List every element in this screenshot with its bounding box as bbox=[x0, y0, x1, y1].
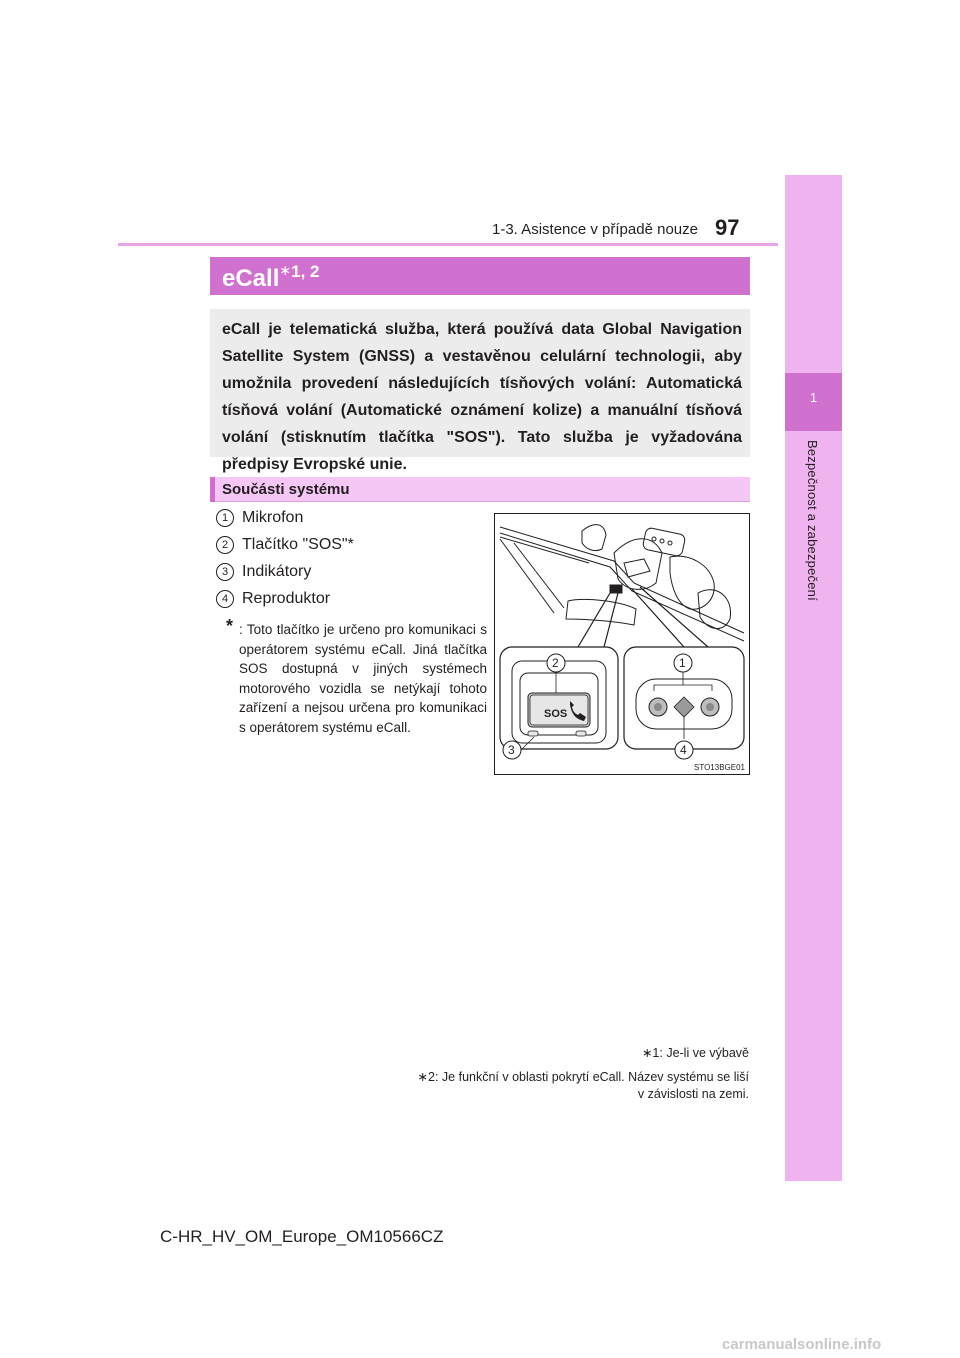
page-number: 97 bbox=[715, 215, 740, 240]
list-item bbox=[216, 563, 311, 581]
list-item bbox=[216, 536, 354, 554]
indicator-left bbox=[528, 731, 538, 736]
component-label: Tlačítko "SOS"* bbox=[242, 536, 354, 553]
ecall-figure bbox=[494, 513, 750, 775]
section-header: 1-3. Asistence v případě nouze bbox=[492, 221, 698, 238]
callout-number: 3 bbox=[216, 563, 234, 581]
footnote-1 bbox=[642, 1045, 749, 1060]
footnote-marker: ∗ bbox=[641, 1046, 653, 1060]
footnote-marker: ∗ bbox=[417, 1070, 429, 1084]
sos-label: SOS bbox=[544, 708, 568, 720]
callout-number: 2 bbox=[216, 536, 234, 554]
document-code: C-HR_HV_OM_Europe_OM10566CZ bbox=[160, 1227, 444, 1246]
list-item bbox=[216, 509, 303, 527]
section-accent bbox=[210, 477, 215, 502]
svg-text:4: 4 bbox=[680, 743, 687, 757]
svg-text:1: 1 bbox=[679, 656, 686, 670]
title-superscript: 1, 2 bbox=[291, 262, 320, 281]
side-tab-strip bbox=[785, 175, 842, 1181]
component-label: Reproduktor bbox=[242, 590, 331, 607]
indicator-right bbox=[576, 731, 586, 736]
side-chapter-number: 1 bbox=[809, 390, 818, 405]
header-rule bbox=[118, 243, 778, 246]
page-title bbox=[222, 262, 319, 293]
component-label: Mikrofon bbox=[242, 509, 304, 526]
note-text: : Toto tlačítko je určeno pro komunikaci s operátorem systému eCall. Jiná tlačítka SOS dostupná v jiných systémech motorového vozidla se netýkají tohoto zařízení a nejsou určena pro komunikaci s operátorem systému eCall. bbox=[239, 622, 487, 735]
component-label: Indikátory bbox=[242, 563, 312, 580]
svg-text:2: 2 bbox=[552, 656, 559, 670]
side-chapter-title: Bezpečnost a zabezpečení bbox=[805, 440, 820, 601]
sos-button-mark bbox=[610, 585, 622, 593]
footnote-text: 1: Je-li ve výbavě bbox=[652, 1046, 749, 1060]
footnote-text: 2: Je funkční v oblasti pokrytí eCall. Název systému se liší v závislosti na zemi. bbox=[428, 1070, 749, 1101]
section-title: Součásti systému bbox=[222, 481, 350, 498]
footnote-2 bbox=[409, 1069, 749, 1103]
title-star: ∗ bbox=[279, 262, 292, 278]
figure-code: STO13BGE01 bbox=[694, 763, 745, 772]
intro-text: eCall je telematická služba, která používá data Global Navigation Satellite System (GNSS) a vestavěnou celulární technologii, aby umožnila provedení následujících tísňových volání: Automatická tísňová volání (Automatické oznámení kolize) a manuální tísňová volání (stisknutím tlačítka "SOS"). Tato služba je vyžadována předpisy Evropské unie. bbox=[222, 321, 742, 473]
svg-text:3: 3 bbox=[508, 743, 515, 757]
list-item bbox=[216, 590, 330, 608]
callout-number: 1 bbox=[216, 509, 234, 527]
watermark: carmanualsonline.info bbox=[722, 1336, 882, 1353]
callout-number: 4 bbox=[216, 590, 234, 608]
note-marker: * bbox=[226, 616, 234, 636]
title-main: eCall bbox=[222, 265, 280, 292]
